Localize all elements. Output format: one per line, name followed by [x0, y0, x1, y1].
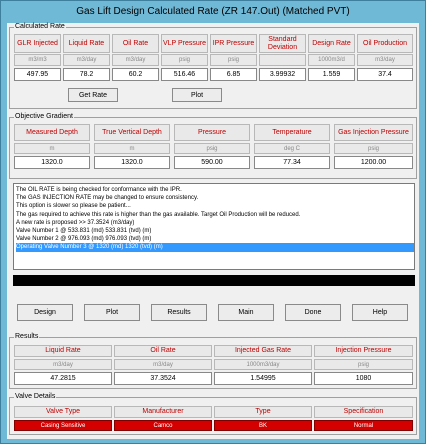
pressure-value[interactable]: 590.00	[174, 156, 250, 169]
temperature-value[interactable]: 77.34	[254, 156, 330, 169]
log-line[interactable]: Valve Number 2 @ 976.093 (md) 976.093 (tvd) (m)	[16, 236, 152, 243]
injection-pressure-unit: psig	[314, 359, 413, 370]
vlp-pressure-value[interactable]: 516.46	[161, 68, 208, 81]
result-liquid-rate-header: Liquid Rate	[14, 345, 112, 357]
liquid-rate-header: Liquid Rate	[63, 34, 110, 53]
log-line[interactable]: The gas required to achieve this rate is higher than the gas available. Target Oil Production will be reduced.	[16, 211, 301, 218]
design-rate-value[interactable]: 1.559	[308, 68, 355, 81]
valve-details-legend: Valve Details	[15, 393, 56, 400]
injection-pressure-header: Injection Pressure	[314, 345, 413, 357]
liquid-rate-unit: m3/day	[63, 54, 110, 66]
vlp-pressure-header: VLP Pressure	[161, 34, 208, 53]
calculation-log-list[interactable]	[13, 183, 415, 270]
oil-rate-unit: m3/day	[112, 54, 159, 66]
standard-deviation-value[interactable]: 3.99932	[259, 68, 306, 81]
measured-depth-header: Measured Depth	[14, 124, 90, 141]
oil-production-value[interactable]: 37.4	[357, 68, 413, 81]
injection-pressure-value[interactable]: 1080	[314, 372, 413, 385]
log-line-selected[interactable]: Operating Valve Number 3 @ 1320 (md) 1320 (tvd) (m)	[16, 243, 414, 251]
done-button[interactable]: Done	[285, 304, 341, 321]
vlp-pressure-unit: psig	[161, 54, 208, 66]
glr-injected-value[interactable]: 497.95	[14, 68, 61, 81]
calculated-rate-group	[9, 23, 417, 109]
status-bar	[13, 275, 415, 286]
true-vertical-depth-unit: m	[94, 143, 170, 154]
specification-header: Specification	[314, 406, 413, 418]
plot-button[interactable]: Plot	[84, 304, 140, 321]
result-liquid-rate-value[interactable]: 47.2815	[14, 372, 112, 385]
pressure-unit: psig	[174, 143, 250, 154]
oil-production-unit: m3/day	[357, 54, 413, 66]
pressure-header: Pressure	[174, 124, 250, 141]
design-rate-unit: 1000m3/d	[308, 54, 355, 66]
design-button[interactable]: Design	[17, 304, 73, 321]
objective-gradient-group	[9, 113, 417, 179]
log-line[interactable]: A new rate is proposed >> 37.3524 (m3/day)	[16, 219, 135, 226]
window-title: Gas Lift Design Calculated Rate (ZR 147.Out) (Matched PVT)	[76, 6, 350, 17]
measured-depth-value[interactable]: 1320.0	[14, 156, 90, 169]
injected-gas-rate-header: Injected Gas Rate	[214, 345, 312, 357]
glr-injected-unit: m3/m3	[14, 54, 61, 66]
gas-injection-pressure-unit: psig	[334, 143, 413, 154]
type-value: BK	[214, 420, 312, 431]
window-client-area	[7, 23, 419, 439]
gas-injection-pressure-header: Gas Injection Pressure	[334, 124, 413, 141]
valve-details-group	[9, 393, 417, 435]
ipr-pressure-header: IPR Pressure	[210, 34, 257, 53]
get-rate-button[interactable]: Get Rate	[68, 88, 118, 102]
oil-rate-header: Oil Rate	[112, 34, 159, 53]
results-button[interactable]: Results	[151, 304, 207, 321]
result-oil-rate-unit: m3/day	[114, 359, 212, 370]
oil-production-header: Oil Production	[357, 34, 413, 53]
gas-injection-pressure-value[interactable]: 1200.00	[334, 156, 413, 169]
plot-rate-button[interactable]: Plot	[172, 88, 222, 102]
manufacturer-value: Camco	[114, 420, 212, 431]
results-legend: Results	[15, 333, 39, 340]
help-button[interactable]: Help	[352, 304, 408, 321]
temperature-unit: deg C	[254, 143, 330, 154]
objective-gradient-legend: Objective Gradient	[15, 113, 73, 120]
injected-gas-rate-value[interactable]: 1.54995	[214, 372, 312, 385]
design-rate-header: Design Rate	[308, 34, 355, 53]
valve-type-value: Casing Sensitive	[14, 420, 112, 431]
main-button[interactable]: Main	[218, 304, 274, 321]
standard-deviation-unit	[259, 54, 306, 66]
result-oil-rate-header: Oil Rate	[114, 345, 212, 357]
ipr-pressure-value[interactable]: 6.85	[210, 68, 257, 81]
true-vertical-depth-header: True Vertical Depth	[94, 124, 170, 141]
type-header: Type	[214, 406, 312, 418]
glr-injected-header: GLR Injected	[14, 34, 61, 53]
log-line[interactable]: This option is slower so please be patient...	[16, 203, 131, 210]
temperature-header: Temperature	[254, 124, 330, 141]
true-vertical-depth-value[interactable]: 1320.0	[94, 156, 170, 169]
manufacturer-header: Manufacturer	[114, 406, 212, 418]
specification-value: Normal	[314, 420, 413, 431]
oil-rate-value[interactable]: 60.2	[112, 68, 159, 81]
log-line[interactable]: The GAS INJECTION RATE may be changed to ensure consistency.	[16, 195, 199, 202]
log-line[interactable]: The OIL RATE is being checked for conformance with the IPR.	[16, 187, 182, 193]
result-liquid-rate-unit: m3/day	[14, 359, 112, 370]
ipr-pressure-unit: psig	[210, 54, 257, 66]
valve-type-header: Valve Type	[14, 406, 112, 418]
results-group	[9, 333, 417, 389]
measured-depth-unit: m	[14, 143, 90, 154]
result-oil-rate-value[interactable]: 37.3524	[114, 372, 212, 385]
liquid-rate-value[interactable]: 78.2	[63, 68, 110, 81]
log-line[interactable]: Valve Number 1 @ 533.831 (md) 533.831 (tvd) (m)	[16, 228, 152, 235]
title-bar[interactable]	[1, 1, 425, 23]
standard-deviation-header: Standard Deviation	[259, 34, 306, 53]
calculated-rate-legend: Calculated Rate	[15, 23, 65, 30]
injected-gas-rate-unit: 1000m3/day	[214, 359, 312, 370]
